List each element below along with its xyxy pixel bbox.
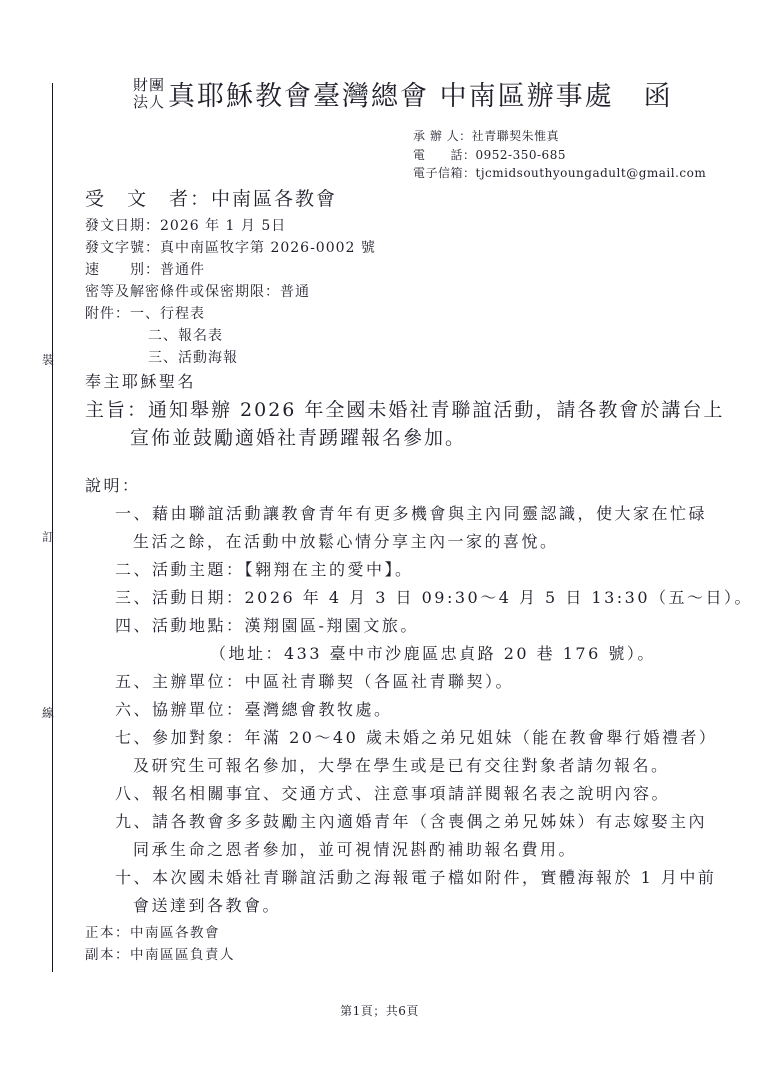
- greeting-line: 奉主耶穌聖名: [85, 372, 197, 391]
- meta-block: [85, 184, 376, 369]
- item-9-line-2: 同承生命之恩者參加，並可視情況斟酌補助報名費用。: [133, 840, 578, 859]
- org-type-stack: [133, 77, 165, 111]
- binding-mark-ding: 訂: [41, 530, 54, 544]
- org-name: 真耶穌教會臺灣總會 中南區辦事處: [168, 81, 614, 112]
- meta-attachment-1: 附件：一、行程表: [85, 306, 205, 322]
- binding-mark-zhuang: 裝: [41, 353, 54, 367]
- item-8-line-1: 八、報名相關事宜、交通方式、注意事項請詳閱報名表之說明內容。: [115, 784, 671, 803]
- item-9-line-1: 九、請各教會多多鼓勵主內適婚青年（含喪偶之弟兄姊妹）有志嫁娶主內: [115, 812, 708, 831]
- meta-attachment-2: 二、報名表: [148, 328, 223, 344]
- contact-person: 承 辦 人：社青聯契朱惟真: [413, 129, 560, 143]
- contact-block: [413, 127, 706, 183]
- contact-email: 電子信箱：tjcmidsouthyoungadult@gmail.com: [413, 166, 707, 180]
- subject-line-1: 主旨：通知舉辦 2026 年全國未婚社青聯誼活動，請各教會於講台上: [85, 399, 725, 421]
- subject-line-2: 宣佈並鼓勵適婚社青踴躍報名參加。: [130, 427, 467, 449]
- item-10-line-1: 十、本次國未婚社青聯誼活動之海報電子檔如附件，實體海報於 1 月中前: [115, 868, 717, 887]
- explanation-label: 說明：: [85, 476, 141, 495]
- binding-line: [52, 83, 53, 972]
- document-header: [133, 74, 671, 113]
- copy-original-line: 正本：中南區各教會: [85, 925, 220, 941]
- org-type-bottom: 法人: [133, 92, 166, 111]
- item-4-line-2-address: （地址：433 臺中市沙鹿區忠貞路 20 巷 176 號）。: [210, 644, 656, 663]
- meta-issue-date: 發文日期：2026 年 1 月 5日: [85, 218, 287, 234]
- body-block: [85, 368, 754, 966]
- contact-phone: 電 話：0952-350-685: [413, 147, 566, 162]
- recipient-line: 受 文 者：中南區各教會: [85, 188, 338, 210]
- item-7-line-1: 七、參加對象：年滿 20～40 歲未婚之弟兄姐妹（能在教會舉行婚禮者）: [115, 728, 718, 747]
- spacer: [85, 452, 699, 472]
- binding-mark-xian: 線: [41, 706, 54, 720]
- meta-doc-number: 發文字號：真中南區牧字第 2026-0002 號: [85, 240, 376, 256]
- item-7-line-2: 及研究生可報名參加，大學在學生或是已有交往對象者請勿報名。: [133, 756, 670, 775]
- meta-attachment-3: 三、活動海報: [148, 350, 238, 366]
- meta-speed: 速 別：普通件: [85, 262, 205, 278]
- item-6-line-1: 六、協辦單位：臺灣總會教牧處。: [115, 700, 393, 719]
- item-2-line-1: 二、活動主題：【翱翔在主的愛中】。: [115, 560, 414, 579]
- page-number: 第1頁；共6頁: [340, 1004, 419, 1018]
- copy-cc-line: 副本：中南區區負責人: [85, 947, 235, 963]
- item-1-line-2: 生活之餘，在活動中放鬆心情分享主內一家的喜悅。: [133, 532, 559, 551]
- org-type-top: 財團: [133, 75, 166, 94]
- meta-security: 密等及解密條件或保密期限：普通: [85, 284, 310, 300]
- item-1-line-1: 一、藉由聯誼活動讓教會青年有更多機會與主內同靈認識，使大家在忙碌: [115, 504, 708, 523]
- doc-type-label: 函: [643, 81, 671, 112]
- item-10-line-2: 會送達到各教會。: [133, 896, 282, 915]
- item-3-line-1: 三、活動日期：2026 年 4 月 3 日 09:30～4 月 5 日 13:30（五～日）。: [115, 588, 754, 607]
- item-4-line-1: 四、活動地點：漢翔園區-翔園文旅。: [115, 616, 419, 635]
- item-5-line-1: 五、主辦單位：中區社青聯契（各區社青聯契）。: [115, 672, 515, 691]
